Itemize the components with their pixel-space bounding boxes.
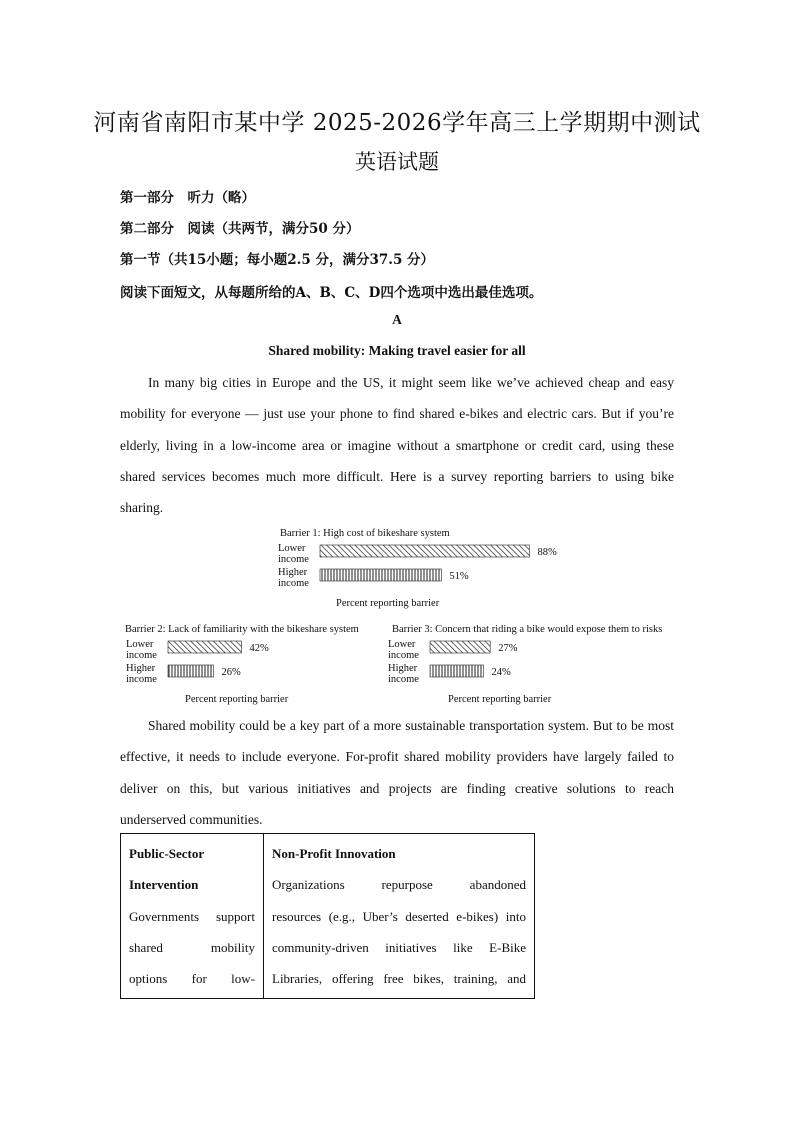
non-profit-heading: Non-Profit Innovation [272, 846, 396, 861]
passage-letter: A [392, 312, 402, 327]
data-label: 88% [537, 547, 557, 558]
data-label: 42% [249, 643, 269, 654]
bar [168, 641, 242, 653]
bar [430, 665, 484, 677]
barrier-charts [120, 520, 680, 710]
category-label: income [278, 578, 309, 589]
category-label: Higher [388, 663, 418, 674]
p1-line: In many big cities in Europe and the US, it might seem like we’ve achieved cheap and easy [148, 375, 674, 390]
document-title: 河南省南阳市某中学 2025-2026学年高三上学期期中测试 [93, 110, 701, 136]
category-label: Lower [388, 639, 416, 650]
table-line: Libraries, offering free bikes, training, and [272, 971, 526, 987]
table-line: options for low- [129, 971, 255, 987]
part2-heading: 第二部分 阅读（共两节，满分50 分） [120, 221, 360, 237]
category-label: income [388, 674, 419, 685]
passage-title: Shared mobility: Making travel easier for all [268, 343, 526, 358]
category-label: income [388, 650, 419, 661]
public-sector-heading: Intervention [129, 877, 199, 893]
public-sector-cell [121, 834, 264, 999]
data-label: 27% [498, 643, 518, 654]
bar [168, 665, 214, 677]
instruction-text: 阅读下面短文，从每题所给的A、B、C、D四个选项中选出最佳选项。 [120, 285, 543, 301]
chart-title: Barrier 3: Concern that riding a bike would expose them to risks [392, 624, 663, 635]
table-line: Organizations repurpose abandoned [272, 877, 526, 893]
p1-line: shared services becomes much more difficult. Here is a survey reporting barriers to using bike [120, 468, 674, 484]
p1-line: elderly, living in a low-income area or imagine without a smartphone or credit card, using these [120, 437, 674, 453]
x-axis-label: Percent reporting barrier [185, 694, 289, 705]
p2-line: underserved communities. [120, 811, 263, 827]
table-line: resources (e.g., Uber’s deserted e-bikes) into [272, 908, 526, 924]
bar [320, 569, 441, 581]
section1-heading: 第一节（共15小题；每小题2.5 分，满分37.5 分） [120, 252, 435, 268]
chart-title: Barrier 1: High cost of bikeshare system [280, 528, 450, 539]
p2-line: Shared mobility could be a key part of a more sustainable transportation system. But to be most [148, 718, 674, 733]
category-label: Lower [126, 639, 154, 650]
table-line: community-driven initiatives like E-Bike [272, 939, 526, 955]
data-label: 24% [491, 667, 511, 678]
initiatives-table [120, 833, 535, 999]
bar [430, 641, 490, 653]
document-subtitle: 英语试题 [355, 150, 439, 174]
data-label: 51% [449, 571, 469, 582]
bar [320, 545, 529, 557]
non-profit-cell [264, 834, 535, 999]
category-label: Higher [278, 567, 308, 578]
category-label: income [278, 554, 309, 565]
x-axis-label: Percent reporting barrier [336, 598, 440, 609]
p1-line: mobility for everyone — just use your phone to find shared e-bikes and electric cars. But if you’re [120, 406, 674, 422]
table-line: shared mobility [129, 939, 255, 955]
public-sector-heading: Public-Sector [129, 846, 205, 861]
category-label: income [126, 674, 157, 685]
table-line: Governments support [129, 908, 255, 924]
p2-line: deliver on this, but various initiatives and projects are finding creative solutions to reach [120, 780, 674, 796]
data-label: 26% [221, 667, 241, 678]
part1-heading: 第一部分 听力（略） [120, 190, 255, 206]
chart-title: Barrier 2: Lack of familiarity with the bikeshare system [125, 624, 359, 635]
category-label: income [126, 650, 157, 661]
x-axis-label: Percent reporting barrier [448, 694, 552, 705]
paragraph-2 [120, 710, 674, 835]
p1-line: sharing. [120, 500, 164, 516]
paragraph-1 [120, 367, 674, 523]
p2-line: effective, it needs to include everyone. For-profit shared mobility providers have largely failed to [120, 749, 674, 765]
category-label: Lower [278, 543, 306, 554]
category-label: Higher [126, 663, 156, 674]
